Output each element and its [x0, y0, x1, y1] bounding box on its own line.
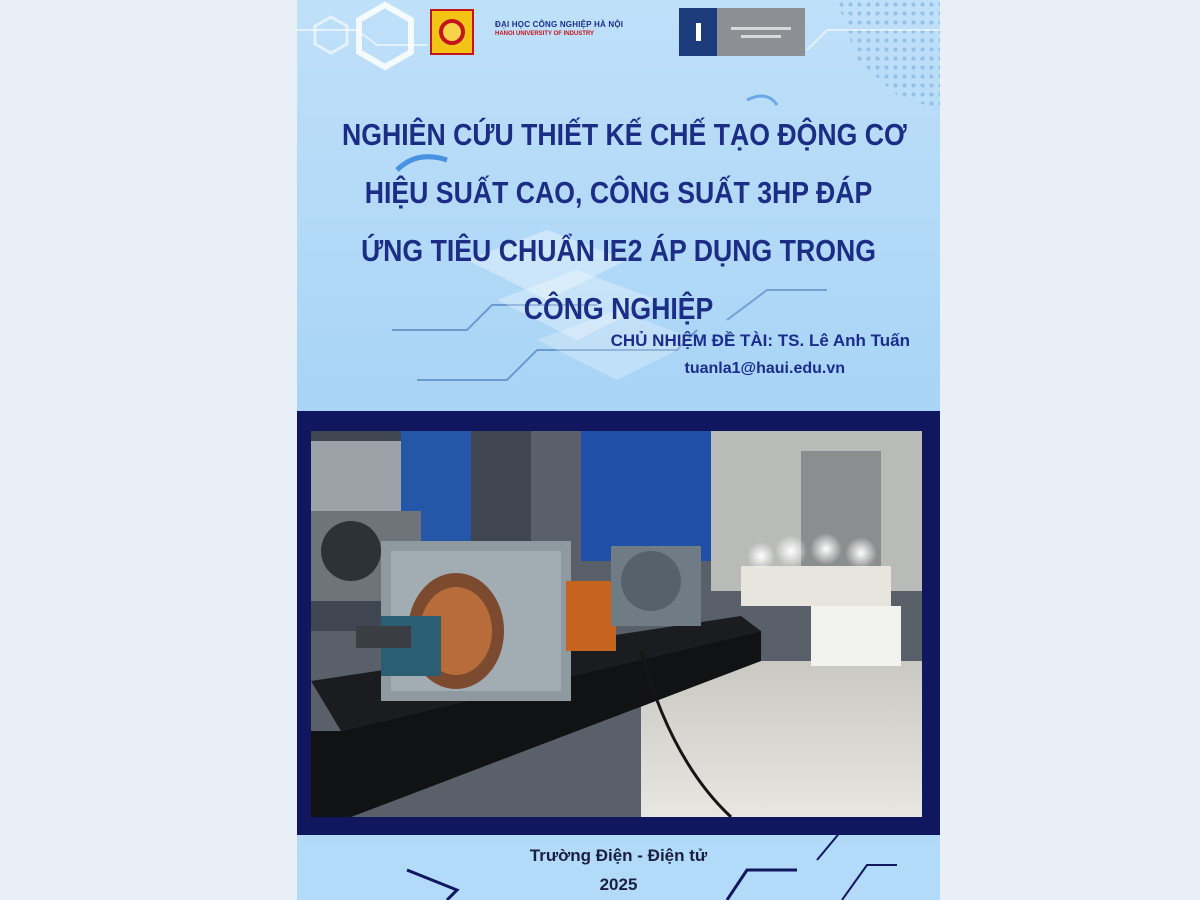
partner-logo: [679, 8, 805, 56]
report-cover: [297, 0, 940, 900]
investigator-email: tuanla1@haui.edu.vn: [684, 360, 845, 377]
partner-logo-text-lines: [717, 8, 805, 56]
university-logo: [430, 9, 474, 55]
university-name: ĐẠI HỌC CÔNG NGHIỆP HÀ NỘI: [495, 20, 624, 29]
report-title: [342, 106, 907, 338]
university-name-block: [495, 20, 665, 37]
title-line-1: NGHIÊN CỨU THIẾT KẾ CHẾ TẠO ĐỘNG CƠ: [342, 117, 907, 152]
motor-test-bench-photo: [311, 431, 922, 817]
photo-frame: [297, 411, 940, 835]
department-name: Trường Điện - Điện tử: [529, 846, 708, 865]
partner-logo-mark: [679, 8, 717, 56]
principal-investigator: CHỦ NHIỆM ĐỀ TÀI: TS. Lê Anh Tuấn: [610, 331, 910, 350]
title-line-2: HIỆU SUẤT CAO, CÔNG SUẤT 3HP ĐÁP: [364, 175, 873, 210]
university-name-english: HANOI UNIVERSITY OF INDUSTRY: [495, 31, 595, 37]
title-line-4: CÔNG NGHIỆP: [523, 291, 714, 326]
title-line-3: ỨNG TIÊU CHUẨN IE2 ÁP DỤNG TRONG: [361, 233, 876, 268]
publication-year: 2025: [599, 875, 638, 894]
